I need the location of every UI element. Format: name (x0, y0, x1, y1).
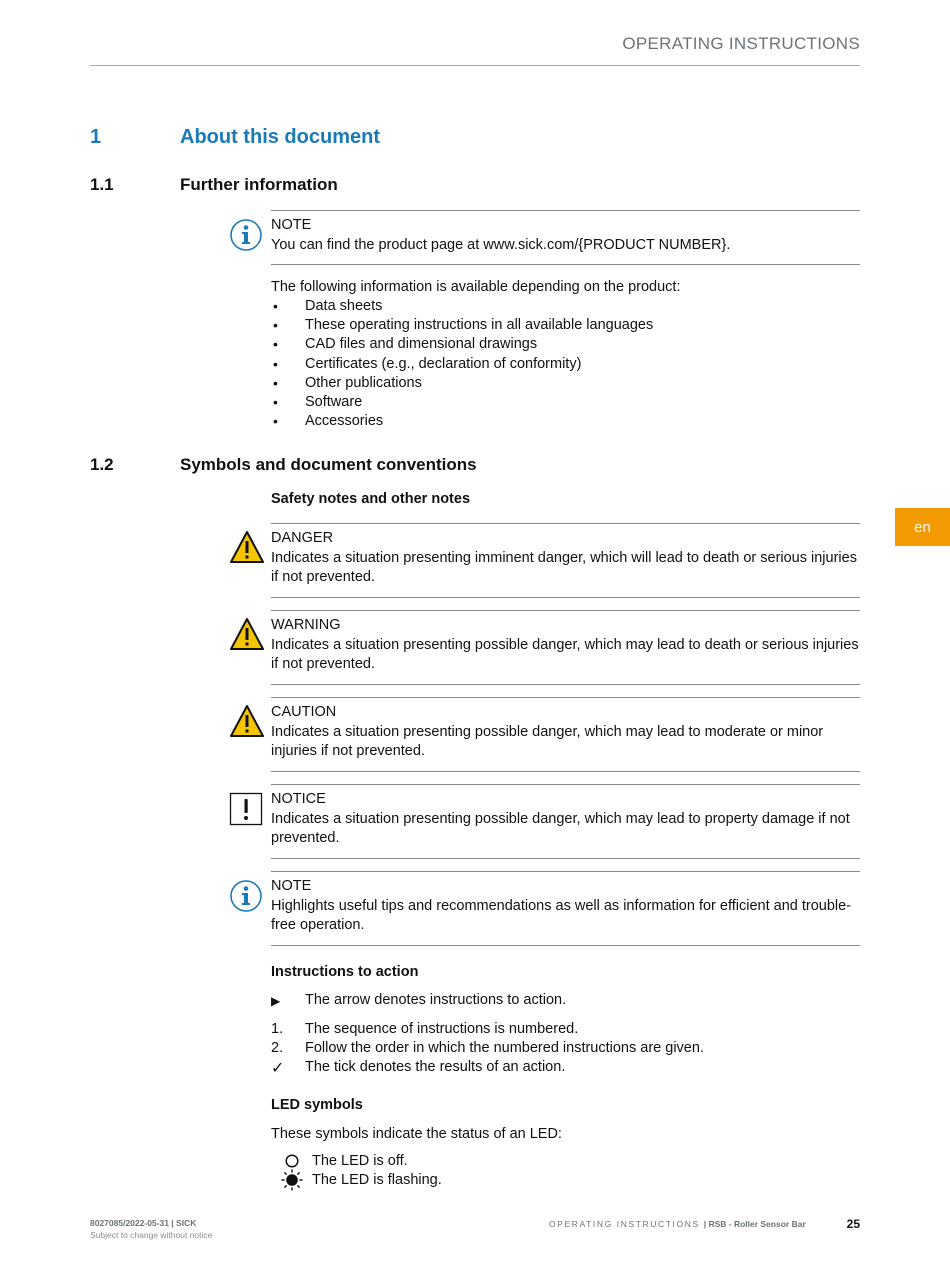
note-text: You can find the product page at www.sick.com/{PRODUCT NUMBER}. (271, 237, 731, 253)
warning-rule-bottom (271, 684, 860, 685)
step-text: The sequence of instructions is numbered. (305, 1021, 579, 1037)
list-item: • Certificates (e.g., declaration of conformity) (271, 355, 653, 374)
warning-label: WARNING (271, 617, 341, 633)
notice-exclamation-icon (229, 792, 263, 826)
caution-label: CAUTION (271, 704, 337, 720)
caution-rule-top (271, 697, 860, 698)
danger-label: DANGER (271, 530, 334, 546)
section-1-2-number: 1.2 (90, 455, 114, 474)
list-item: • Data sheets (271, 297, 653, 316)
page-number: 25 (846, 1217, 860, 1231)
arrow-step-text: The arrow denotes instructions to action. (305, 992, 567, 1008)
header-title: OPERATING INSTRUCTIONS (622, 34, 860, 53)
arrow-marker: ▶ (271, 994, 281, 1008)
availability-intro: The following information is available depending on the product: (271, 279, 681, 295)
led-heading: LED symbols (271, 1097, 363, 1113)
note-rule-top (271, 210, 860, 211)
section-1-2-title: Symbols and document conventions (180, 455, 477, 474)
step-text: The tick denotes the results of an action. (305, 1059, 566, 1075)
section-1-1-number: 1.1 (90, 175, 114, 194)
footer-product: | RSB - Roller Sensor Bar (703, 1219, 806, 1229)
section-1-1-title: Further information (180, 175, 338, 194)
notice-label: NOTICE (271, 791, 326, 807)
footer-disclaimer: Subject to change without notice (90, 1230, 213, 1240)
caution-text: Indicates a situation presenting possible danger, which may lead to moderate or minor injuries if not prevented. (271, 724, 824, 759)
led-intro: These symbols indicate the status of an LED: (271, 1126, 562, 1142)
danger-rule-top (271, 523, 860, 524)
footer-doc-id: 8027085/2022-05-31 | SICK (90, 1218, 197, 1228)
note2-rule-bottom (271, 945, 860, 946)
warning-rule-top (271, 610, 860, 611)
led-flashing-text: The LED is flashing. (312, 1172, 442, 1188)
info-icon (229, 879, 263, 913)
led-off-icon (283, 1152, 301, 1170)
notice-text: Indicates a situation presenting possible danger, which may lead to property damage if not prevented. (271, 811, 850, 846)
led-off-text: The LED is off. (312, 1153, 408, 1169)
notice-rule-top (271, 784, 860, 785)
note2-text: Highlights useful tips and recommendations as well as information for efficient and trouble-free operation. (271, 898, 852, 933)
safety-notes-heading: Safety notes and other notes (271, 491, 471, 507)
header-rule (90, 65, 860, 66)
footer-doc-info (549, 1219, 806, 1229)
list-item: • Accessories (271, 412, 653, 431)
list-item: • CAD files and dimensional drawings (271, 335, 653, 354)
note2-rule-top (271, 871, 860, 872)
notice-rule-bottom (271, 858, 860, 859)
step-text: Follow the order in which the numbered instructions are given. (305, 1040, 704, 1056)
info-icon (229, 218, 263, 252)
language-tab[interactable]: en (895, 508, 950, 546)
availability-list (271, 297, 653, 431)
step-number: 1. (271, 1021, 284, 1037)
section-1-number: 1 (90, 126, 102, 148)
instructions-heading: Instructions to action (271, 964, 419, 980)
caution-rule-bottom (271, 771, 860, 772)
note-rule-bottom (271, 264, 860, 265)
list-item: • Software (271, 393, 653, 412)
caution-triangle-icon (230, 704, 264, 738)
warning-text: Indicates a situation presenting possible danger, which may lead to death or serious injuries if not prevented. (271, 637, 859, 672)
danger-rule-bottom (271, 597, 860, 598)
list-item: • These operating instructions in all available languages (271, 316, 653, 335)
section-1-title: About this document (180, 126, 380, 148)
note2-label: NOTE (271, 878, 312, 894)
warning-triangle-icon (230, 617, 264, 651)
footer-doc-type: OPERATING INSTRUCTIONS (549, 1219, 700, 1229)
tick-marker: ✓ (271, 1060, 285, 1077)
list-item: • Other publications (271, 374, 653, 393)
danger-warning-triangle-icon (230, 530, 264, 564)
danger-text: Indicates a situation presenting imminent danger, which will lead to death or serious injuries if not prevented. (271, 550, 857, 585)
led-flashing-icon (281, 1169, 303, 1191)
note-label: NOTE (271, 217, 312, 233)
step-number: 2. (271, 1040, 284, 1056)
